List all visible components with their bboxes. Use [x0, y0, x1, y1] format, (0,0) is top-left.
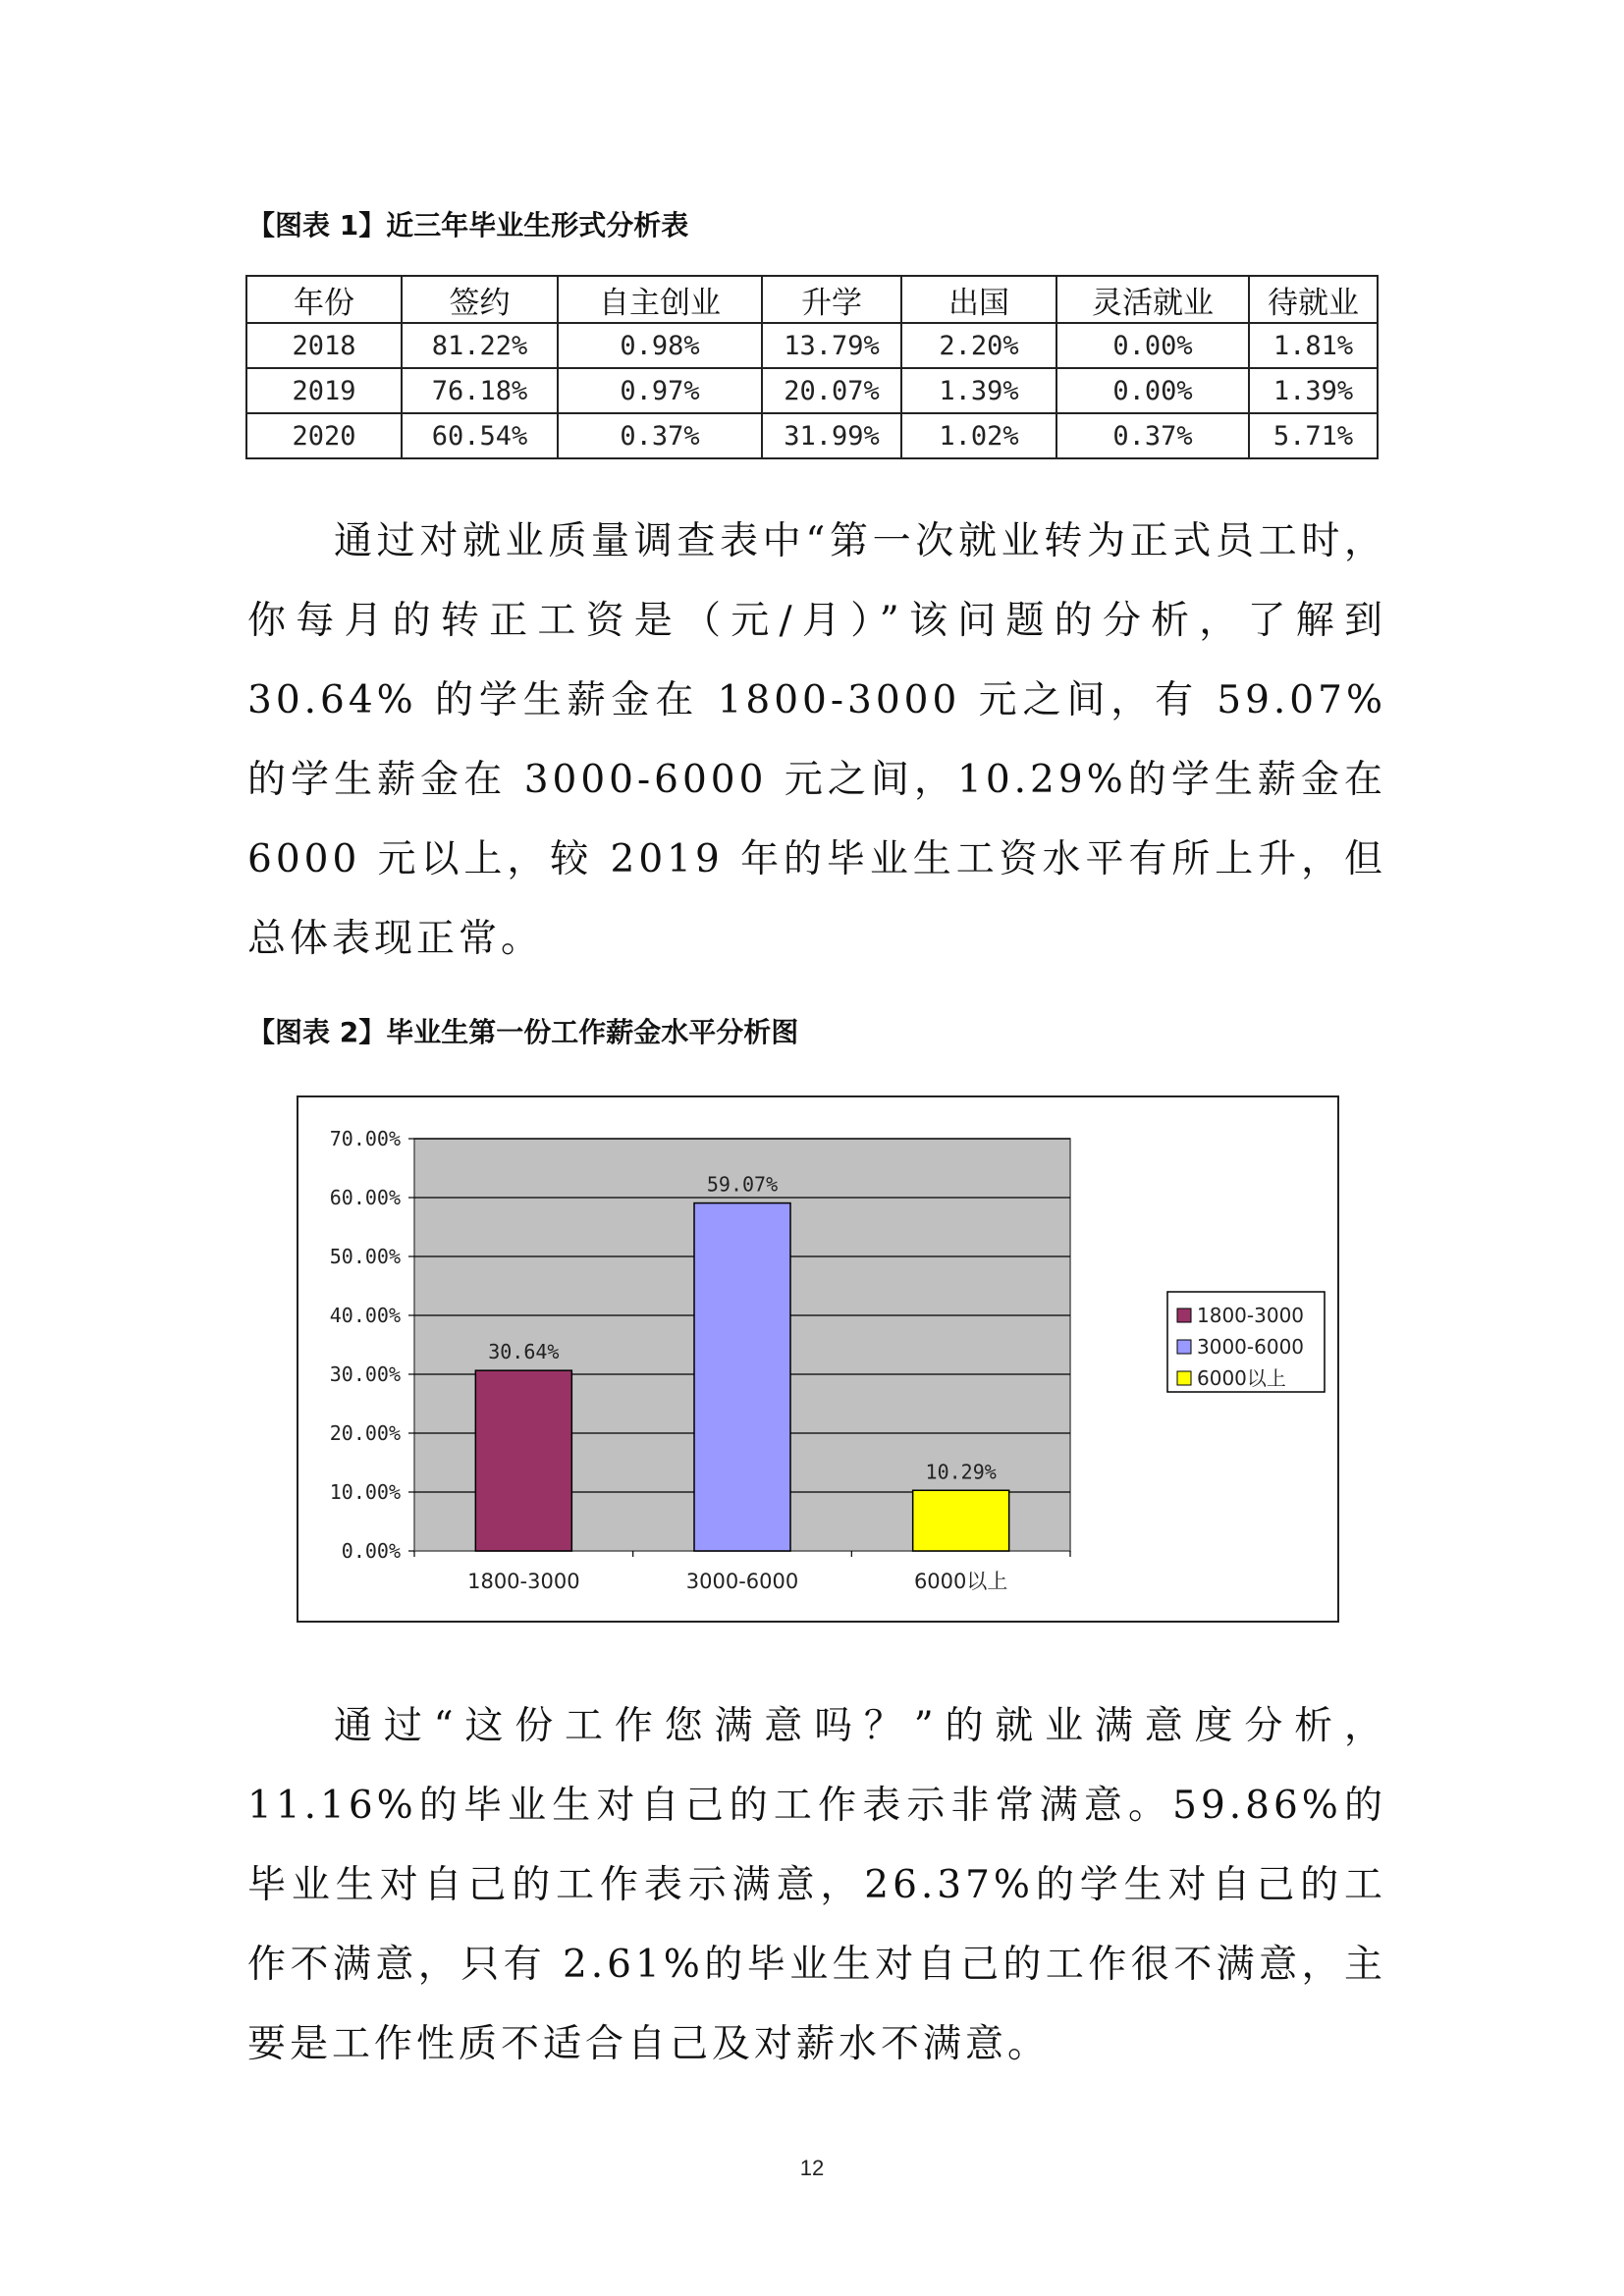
- table-cell: 76.18%: [402, 368, 558, 413]
- header-self-employed: 自主创业: [558, 276, 762, 323]
- table-header-row: [246, 276, 1378, 323]
- graduate-destination-table: [245, 275, 1379, 459]
- header-signed: 签约: [402, 276, 558, 323]
- table-cell: 1.39%: [901, 368, 1056, 413]
- header-year: 年份: [246, 276, 402, 323]
- table-cell: 20.07%: [762, 368, 901, 413]
- table-cell: 1.39%: [1249, 368, 1378, 413]
- y-tick-label: 0.00%: [341, 1539, 401, 1563]
- legend-swatch: [1177, 1308, 1191, 1322]
- table-cell: 81.22%: [402, 323, 558, 368]
- y-tick-label: 10.00%: [329, 1480, 401, 1504]
- table-cell: 31.99%: [762, 413, 901, 458]
- legend-swatch: [1177, 1371, 1191, 1385]
- table-cell: 0.37%: [558, 413, 762, 458]
- y-tick-label: 30.00%: [329, 1362, 401, 1386]
- bar: [913, 1490, 1009, 1551]
- x-tick-label: 6000以上: [913, 1570, 1008, 1593]
- legend-label: 3000-6000: [1197, 1335, 1305, 1359]
- y-tick-label: 70.00%: [329, 1127, 401, 1150]
- x-tick-label: 1800-3000: [467, 1570, 580, 1593]
- page-number: 12: [799, 2156, 825, 2180]
- body-paragraph-satisfaction: 通过“这份工作您满意吗？”的就业满意度分析，11.16%的毕业生对自己的工作表示非常满意。59.86%的毕业生对自己的工作表示满意，26.37%的学生对自己的工作不满意，只有 2.61%的毕业生对自己的工作很不满意，主要是工作性质不适合自己及对薪水不满意。: [247, 1704, 1386, 2066]
- table-cell: 2.20%: [901, 323, 1056, 368]
- header-awaiting: 待就业: [1249, 276, 1378, 323]
- y-tick-label: 50.00%: [329, 1245, 401, 1268]
- table-cell: 60.54%: [402, 413, 558, 458]
- legend-label: 1800-3000: [1197, 1304, 1305, 1327]
- table-caption: 【图表 1】近三年毕业生形式分析表: [247, 209, 689, 241]
- table-cell: 5.71%: [1249, 413, 1378, 458]
- header-abroad: 出国: [901, 276, 1056, 323]
- table-row: [246, 323, 1378, 368]
- data-label: 30.64%: [488, 1340, 560, 1364]
- x-tick-label: 3000-6000: [685, 1570, 799, 1593]
- table-cell: 2019: [246, 368, 402, 413]
- y-tick-label: 20.00%: [329, 1421, 401, 1445]
- table-cell: 0.00%: [1056, 368, 1249, 413]
- header-flexible: 灵活就业: [1056, 276, 1249, 323]
- table-cell: 2020: [246, 413, 402, 458]
- table-cell: 1.81%: [1249, 323, 1378, 368]
- table-cell: 0.97%: [558, 368, 762, 413]
- table-cell: 0.00%: [1056, 323, 1249, 368]
- table-row: [246, 413, 1378, 458]
- table-cell: 13.79%: [762, 323, 901, 368]
- table-cell: 0.98%: [558, 323, 762, 368]
- data-label: 59.07%: [706, 1172, 779, 1197]
- table-cell: 0.37%: [1056, 413, 1249, 458]
- chart-canvas: [298, 1097, 1337, 1621]
- bar: [694, 1203, 790, 1551]
- legend-label: 6000以上: [1197, 1366, 1286, 1390]
- table-cell: 1.02%: [901, 413, 1056, 458]
- data-label: 10.29%: [925, 1460, 997, 1484]
- salary-bar-chart: [297, 1095, 1339, 1623]
- bar: [475, 1370, 571, 1551]
- header-further-study: 升学: [762, 276, 901, 323]
- y-tick-label: 60.00%: [329, 1186, 401, 1209]
- legend-swatch: [1177, 1340, 1191, 1354]
- table-row: [246, 368, 1378, 413]
- y-tick-label: 40.00%: [329, 1304, 401, 1327]
- table-cell: 2018: [246, 323, 402, 368]
- figure-caption: 【图表 2】毕业生第一份工作薪金水平分析图: [247, 1016, 799, 1048]
- body-paragraph-salary: 通过对就业质量调查表中“第一次就业转为正式员工时，你每月的转正工资是（元/月）”该问题的分析，了解到 30.64% 的学生薪金在 1800-3000 元之间，有 59.07%的学生薪金在 3000-6000 元之间，10.29%的学生薪金在 6000 元以上，较 2019 年的毕业生工资水平有所上升，但总体表现正常。: [247, 519, 1386, 961]
